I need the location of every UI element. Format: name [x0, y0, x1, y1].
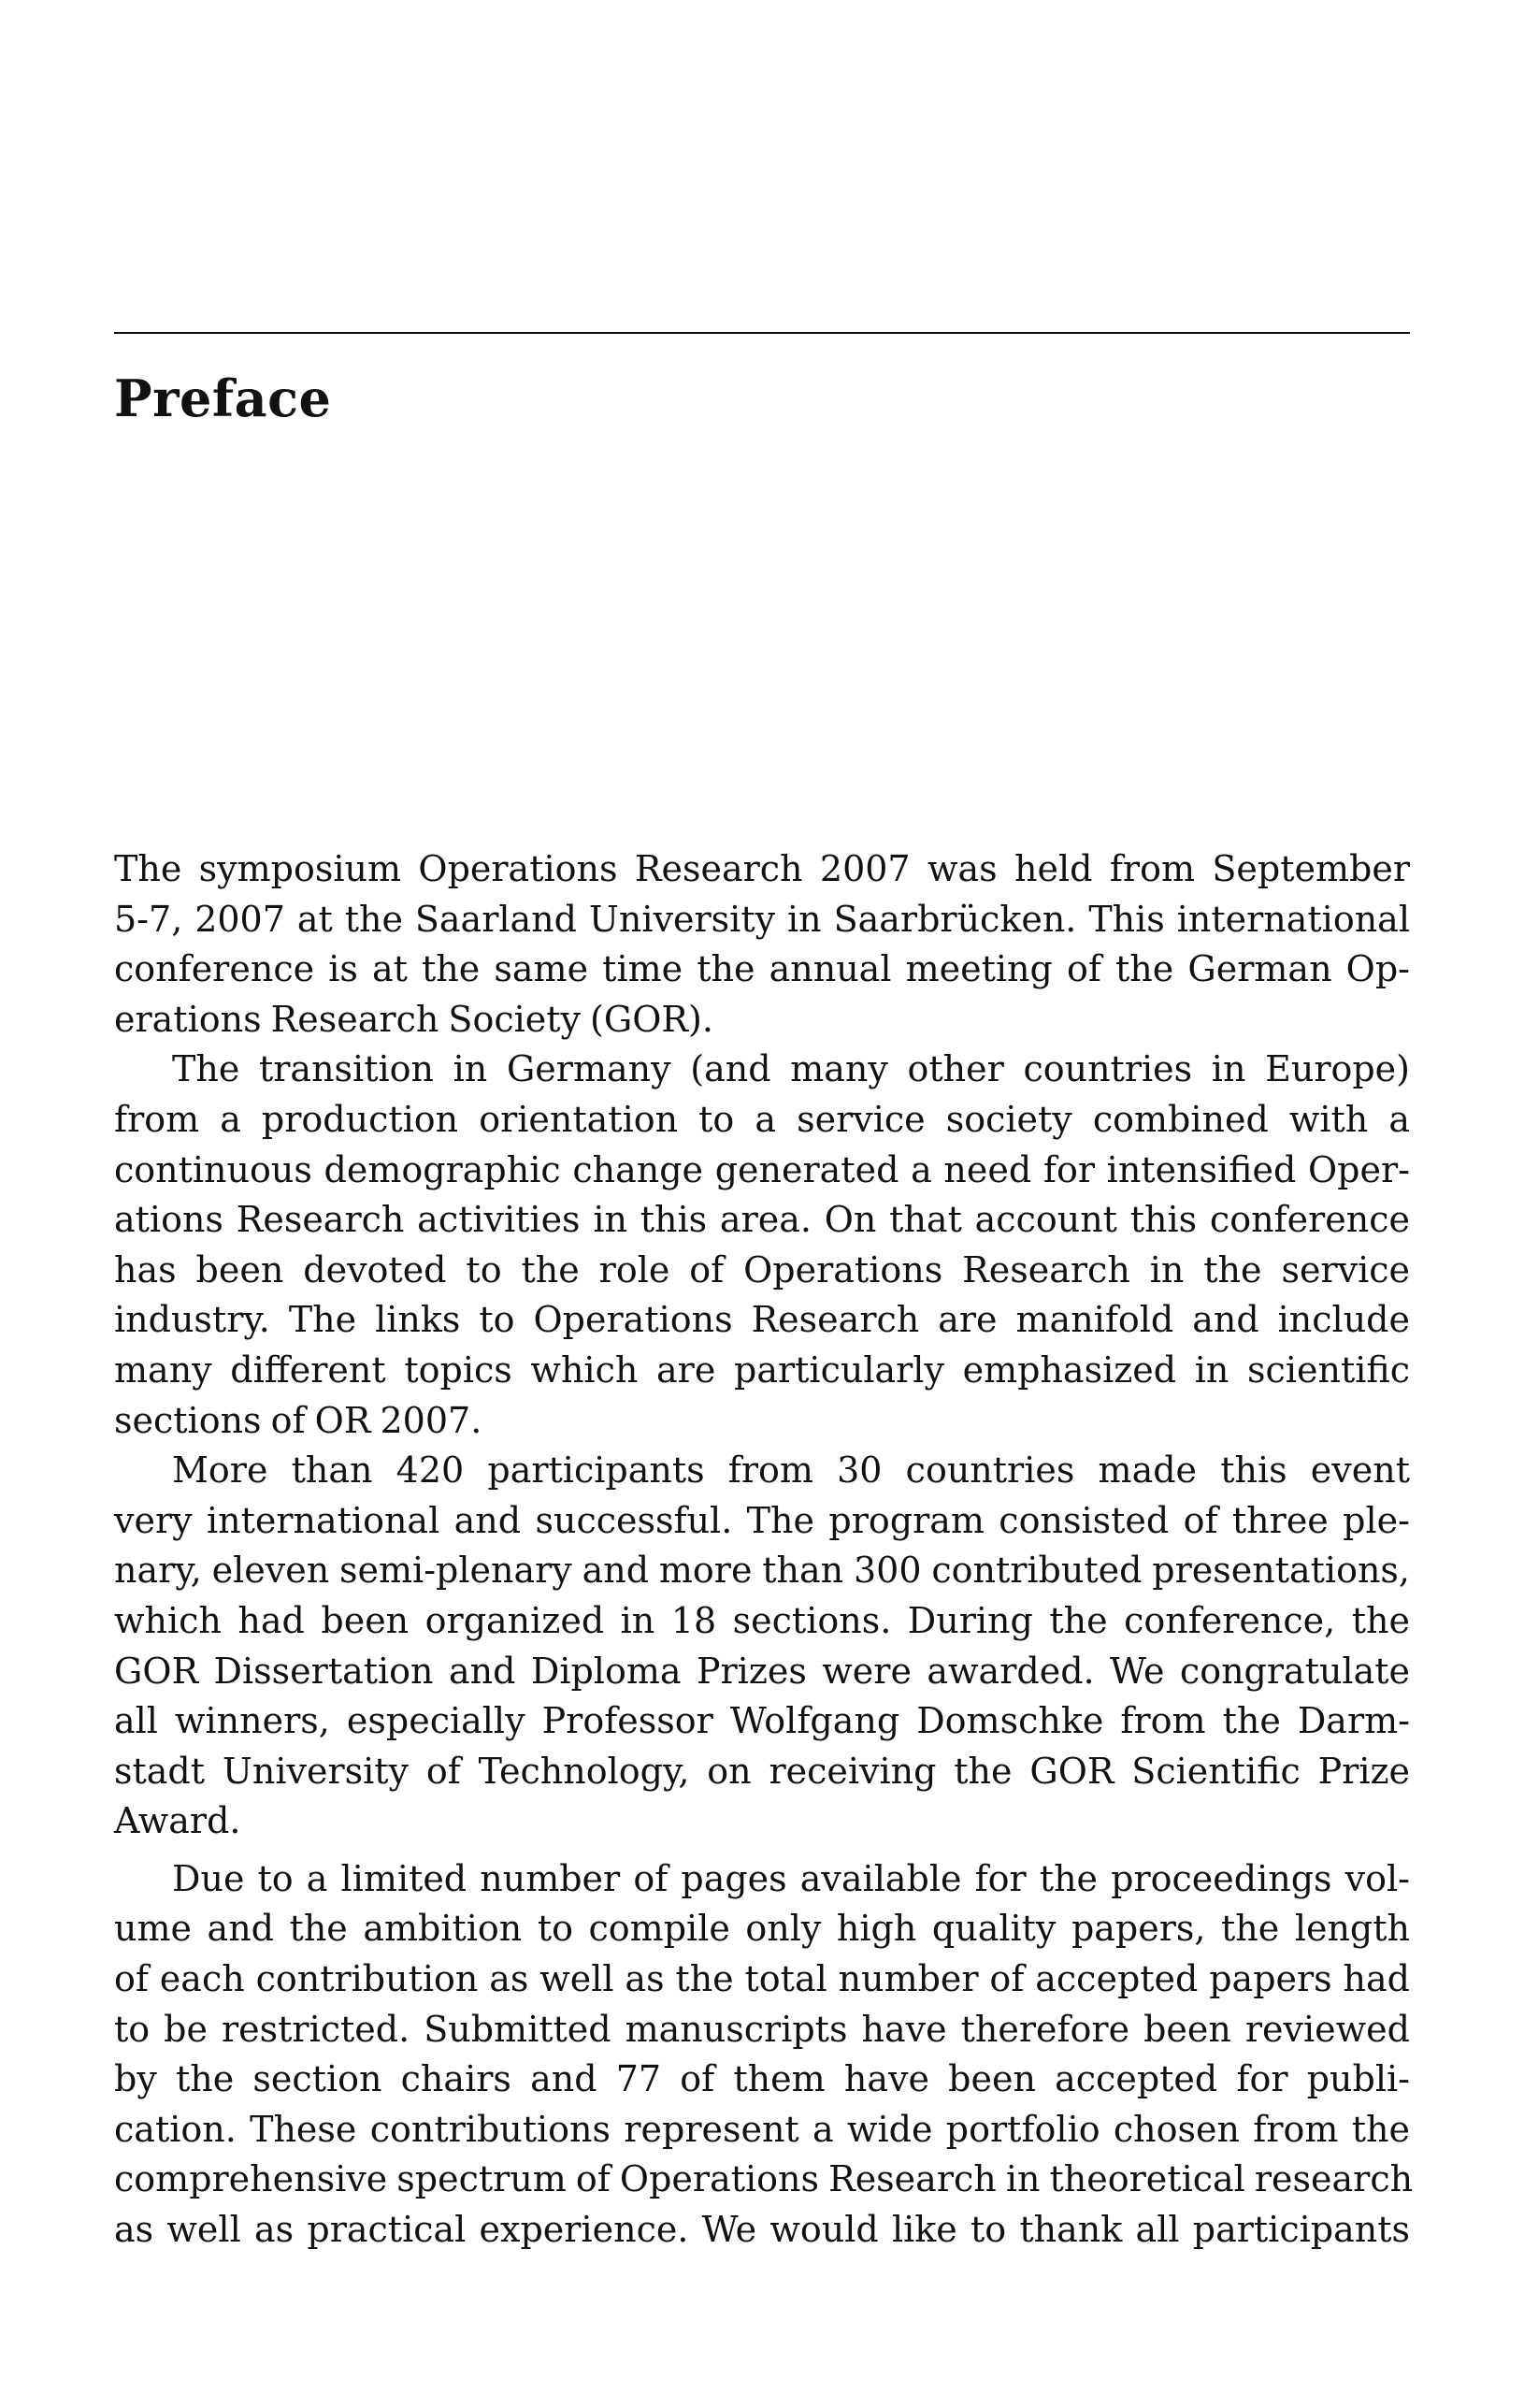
- text-line: which had been organized in 18 sections. During the conference, the: [114, 1599, 1410, 1641]
- text-line: 5-7, 2007 at the Saarland University in Saarbrücken. This international: [114, 898, 1410, 940]
- text-line: erations Research Society (GOR).: [114, 998, 713, 1040]
- text-line: continuous demographic change generated a need for intensified Oper-: [114, 1148, 1410, 1190]
- paragraph-1: [114, 844, 1410, 1045]
- text-line: The symposium Operations Research 2007 was held from September: [114, 848, 1410, 889]
- text-line: nary, eleven semi-plenary and more than 300 contributed presentations,: [114, 1550, 1410, 1592]
- text-line: many different topics which are particularly emphasized in scientific: [114, 1348, 1410, 1391]
- text-line: comprehensive spectrum of Operations Research in theoretical research: [114, 2158, 1414, 2200]
- text-line: ations Research activities in this area. On that account this conference: [114, 1199, 1410, 1241]
- text-line: all winners, especially Professor Wolfgang Domschke from the Darm-: [114, 1700, 1410, 1742]
- paragraph-2: [114, 1045, 1410, 1446]
- chapter-top-rule: [114, 332, 1410, 334]
- chapter-title: Preface: [114, 368, 332, 428]
- text-line: cation. These contributions represent a wide portfolio chosen from the: [114, 2108, 1410, 2150]
- text-line: ume and the ambition to compile only high quality papers, the length: [114, 1908, 1410, 1950]
- text-line: stadt University of Technology, on receiving the GOR Scientific Prize: [114, 1750, 1410, 1792]
- text-line: Award.: [114, 1800, 241, 1842]
- preface-body: [114, 844, 1414, 2256]
- text-line: of each contribution as well as the total number of accepted papers had: [114, 1958, 1410, 2000]
- text-line: More than 420 participants from 30 countries made this event: [172, 1449, 1410, 1492]
- text-line: The transition in Germany (and many other countries in Europe): [172, 1048, 1410, 1090]
- text-line: GOR Dissertation and Diploma Prizes were awarded. We congratulate: [114, 1650, 1410, 1692]
- text-line: from a production orientation to a service society combined with a: [114, 1098, 1410, 1140]
- paragraph-spacer: [114, 1847, 1410, 1854]
- text-line: has been devoted to the role of Operations Research in the service: [114, 1248, 1410, 1291]
- text-line: to be restricted. Submitted manuscripts have therefore been reviewed: [114, 2008, 1410, 2050]
- text-line: as well as practical experience. We would like to thank all participants: [114, 2209, 1410, 2251]
- text-line: conference is at the same time the annual meeting of the German Op-: [114, 948, 1410, 990]
- paragraph-3: [114, 1446, 1410, 1847]
- text-line: industry. The links to Operations Research are manifold and include: [114, 1299, 1410, 1341]
- text-line: by the section chairs and 77 of them have been accepted for publi-: [114, 2058, 1410, 2100]
- text-line: sections of OR 2007.: [114, 1399, 482, 1441]
- text-line: Due to a limited number of pages available for the proceedings vol-: [172, 1857, 1410, 1899]
- text-line: very international and successful. The program consisted of three ple-: [114, 1499, 1410, 1541]
- paragraph-4: [114, 1854, 1414, 2256]
